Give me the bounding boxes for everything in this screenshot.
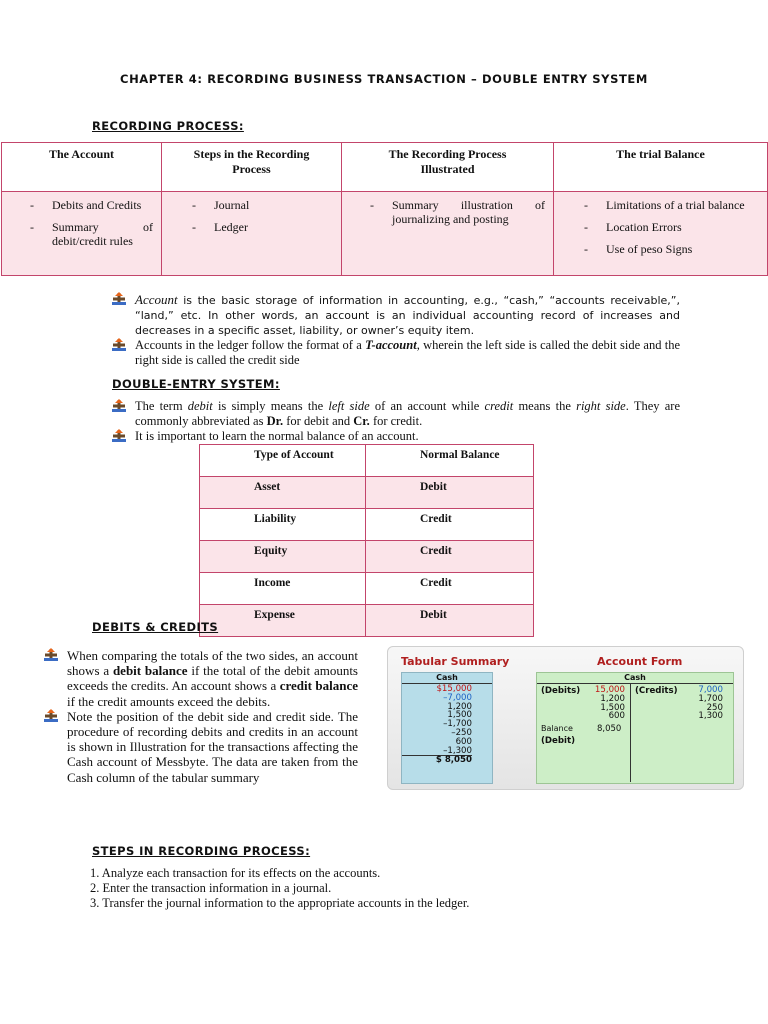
account-bullets	[112, 292, 680, 368]
cell-trial-balance: - Limitations of a trial balance - Location Errors - Use of peso Signs	[554, 192, 768, 276]
header-trial-balance: The trial Balance	[554, 143, 768, 192]
credit-values: 7,000 1,700 250 1,300	[698, 685, 723, 722]
balance-side-label: (Debit)	[541, 736, 576, 746]
account-form-title: Account Form	[597, 655, 683, 668]
list-item: Summary of debit/credit rules	[52, 220, 153, 248]
balance-value: 8,050	[597, 724, 622, 734]
bullet-normal-balance: It is important to learn the normal balance of an account.	[112, 429, 680, 444]
bullet-procedure: Note the position of the debit side and credit side. The procedure of recording debits and credits in an account is shown in Illustration for the transactions affecting the Cash account of Messbyte. The data are taken from the Cash column of the tabular summary	[44, 709, 358, 785]
header-account: The Account	[2, 143, 162, 192]
balance-side: Debit	[366, 605, 534, 637]
double-entry-bullets	[112, 399, 680, 444]
normal-balance-table	[199, 444, 534, 637]
account-cash-label: Cash	[537, 673, 733, 684]
table-row	[200, 573, 534, 605]
balance-side: Credit	[366, 573, 534, 605]
plus-arrow-bullet-icon	[112, 429, 126, 443]
table-row	[200, 445, 534, 477]
balance-label: Balance	[541, 724, 573, 733]
list-item: Debits and Credits	[52, 198, 142, 212]
account-type: Asset	[200, 477, 366, 509]
double-entry-heading: DOUBLE-ENTRY SYSTEM:	[112, 377, 280, 391]
bullet-t-account: Accounts in the ledger follow the format of a T-account, wherein the left side is called the debit side and the right side is called the credit side	[112, 338, 680, 368]
credits-label: (Credits)	[635, 686, 678, 696]
account-form-box	[536, 672, 734, 784]
balance-side: Debit	[366, 477, 534, 509]
list-item: 3. Transfer the journal information to the appropriate accounts in the ledger.	[90, 896, 470, 910]
debits-label: (Debits)	[541, 686, 581, 696]
plus-arrow-bullet-icon	[112, 399, 126, 413]
bullet-debit-credit-balance: When comparing the totals of the two sides, an account shows a debit balance if the total of the debit amounts exceeds the credits. An account shows a credit balance if the credit amounts exceed the debits.	[44, 648, 358, 709]
table-row	[200, 509, 534, 541]
header-normal-balance: Normal Balance	[366, 445, 534, 477]
chapter-title: CHAPTER 4: RECORDING BUSINESS TRANSACTION – DOUBLE ENTRY SYSTEM	[120, 72, 648, 86]
table-row	[200, 477, 534, 509]
steps-list	[90, 866, 469, 911]
plus-arrow-bullet-icon	[44, 648, 58, 662]
list-item: 1. Analyze each transaction for its effects on the accounts.	[90, 866, 381, 880]
list-item: Journal	[214, 198, 250, 212]
cell-illustrated: - Summary illustration of journalizing and posting	[342, 192, 554, 276]
balance-side: Credit	[366, 541, 534, 573]
account-type: Income	[200, 573, 366, 605]
tabular-summary-title: Tabular Summary	[401, 655, 510, 668]
list-item: Ledger	[214, 220, 248, 234]
tabular-cash-label: Cash	[402, 673, 492, 684]
account-type: Equity	[200, 541, 366, 573]
account-type: Expense	[200, 605, 366, 637]
tabular-values: $15,000 –7,000 1,200 1,500 –1,700 –250 600 –1,300 $ 8,050	[402, 685, 472, 765]
debit-values: 15,000 1,200 1,500 600	[594, 685, 625, 722]
tabular-summary-box	[401, 672, 493, 784]
list-item: Limitations of a trial balance	[606, 198, 745, 212]
cash-account-illustration	[387, 646, 744, 790]
recording-process-heading: RECORDING PROCESS:	[92, 119, 244, 133]
cell-account: - Debits and Credits - Summary of debit/credit rules	[2, 192, 162, 276]
plus-arrow-bullet-icon	[44, 709, 58, 723]
table-row	[200, 605, 534, 637]
table-row	[200, 541, 534, 573]
header-illustrated: The Recording Process Illustrated	[342, 143, 554, 192]
steps-heading: STEPS IN RECORDING PROCESS:	[92, 844, 311, 858]
plus-arrow-bullet-icon	[112, 292, 126, 306]
list-item: Summary illustration of journalizing and posting	[392, 198, 545, 226]
debits-credits-text	[44, 648, 358, 785]
cell-steps: - Journal - Ledger	[162, 192, 342, 276]
bullet-account-definition: Account is the basic storage of information in accounting, e.g., “cash,” “accounts receivable,”, “land,” etc. In other words, an account is an individual accounting record of increases and decreases in a specific asset, liability, or owner’s equity item.	[112, 292, 680, 338]
account-type: Liability	[200, 509, 366, 541]
list-item: Use of peso Signs	[606, 242, 693, 256]
balance-side: Credit	[366, 509, 534, 541]
header-steps: Steps in the Recording Process	[162, 143, 342, 192]
debits-credits-heading: DEBITS & CREDITS	[92, 620, 219, 634]
plus-arrow-bullet-icon	[112, 338, 126, 352]
list-item: Location Errors	[606, 220, 682, 234]
header-type-of-account: Type of Account	[200, 445, 366, 477]
list-item: 2. Enter the transaction information in a journal.	[90, 881, 332, 895]
bullet-debit-credit-meaning: The term debit is simply means the left side of an account while credit means the right side. They are commonly abbreviated as Dr. for debit and Cr. for credit.	[112, 399, 680, 429]
recording-process-table	[1, 142, 768, 276]
